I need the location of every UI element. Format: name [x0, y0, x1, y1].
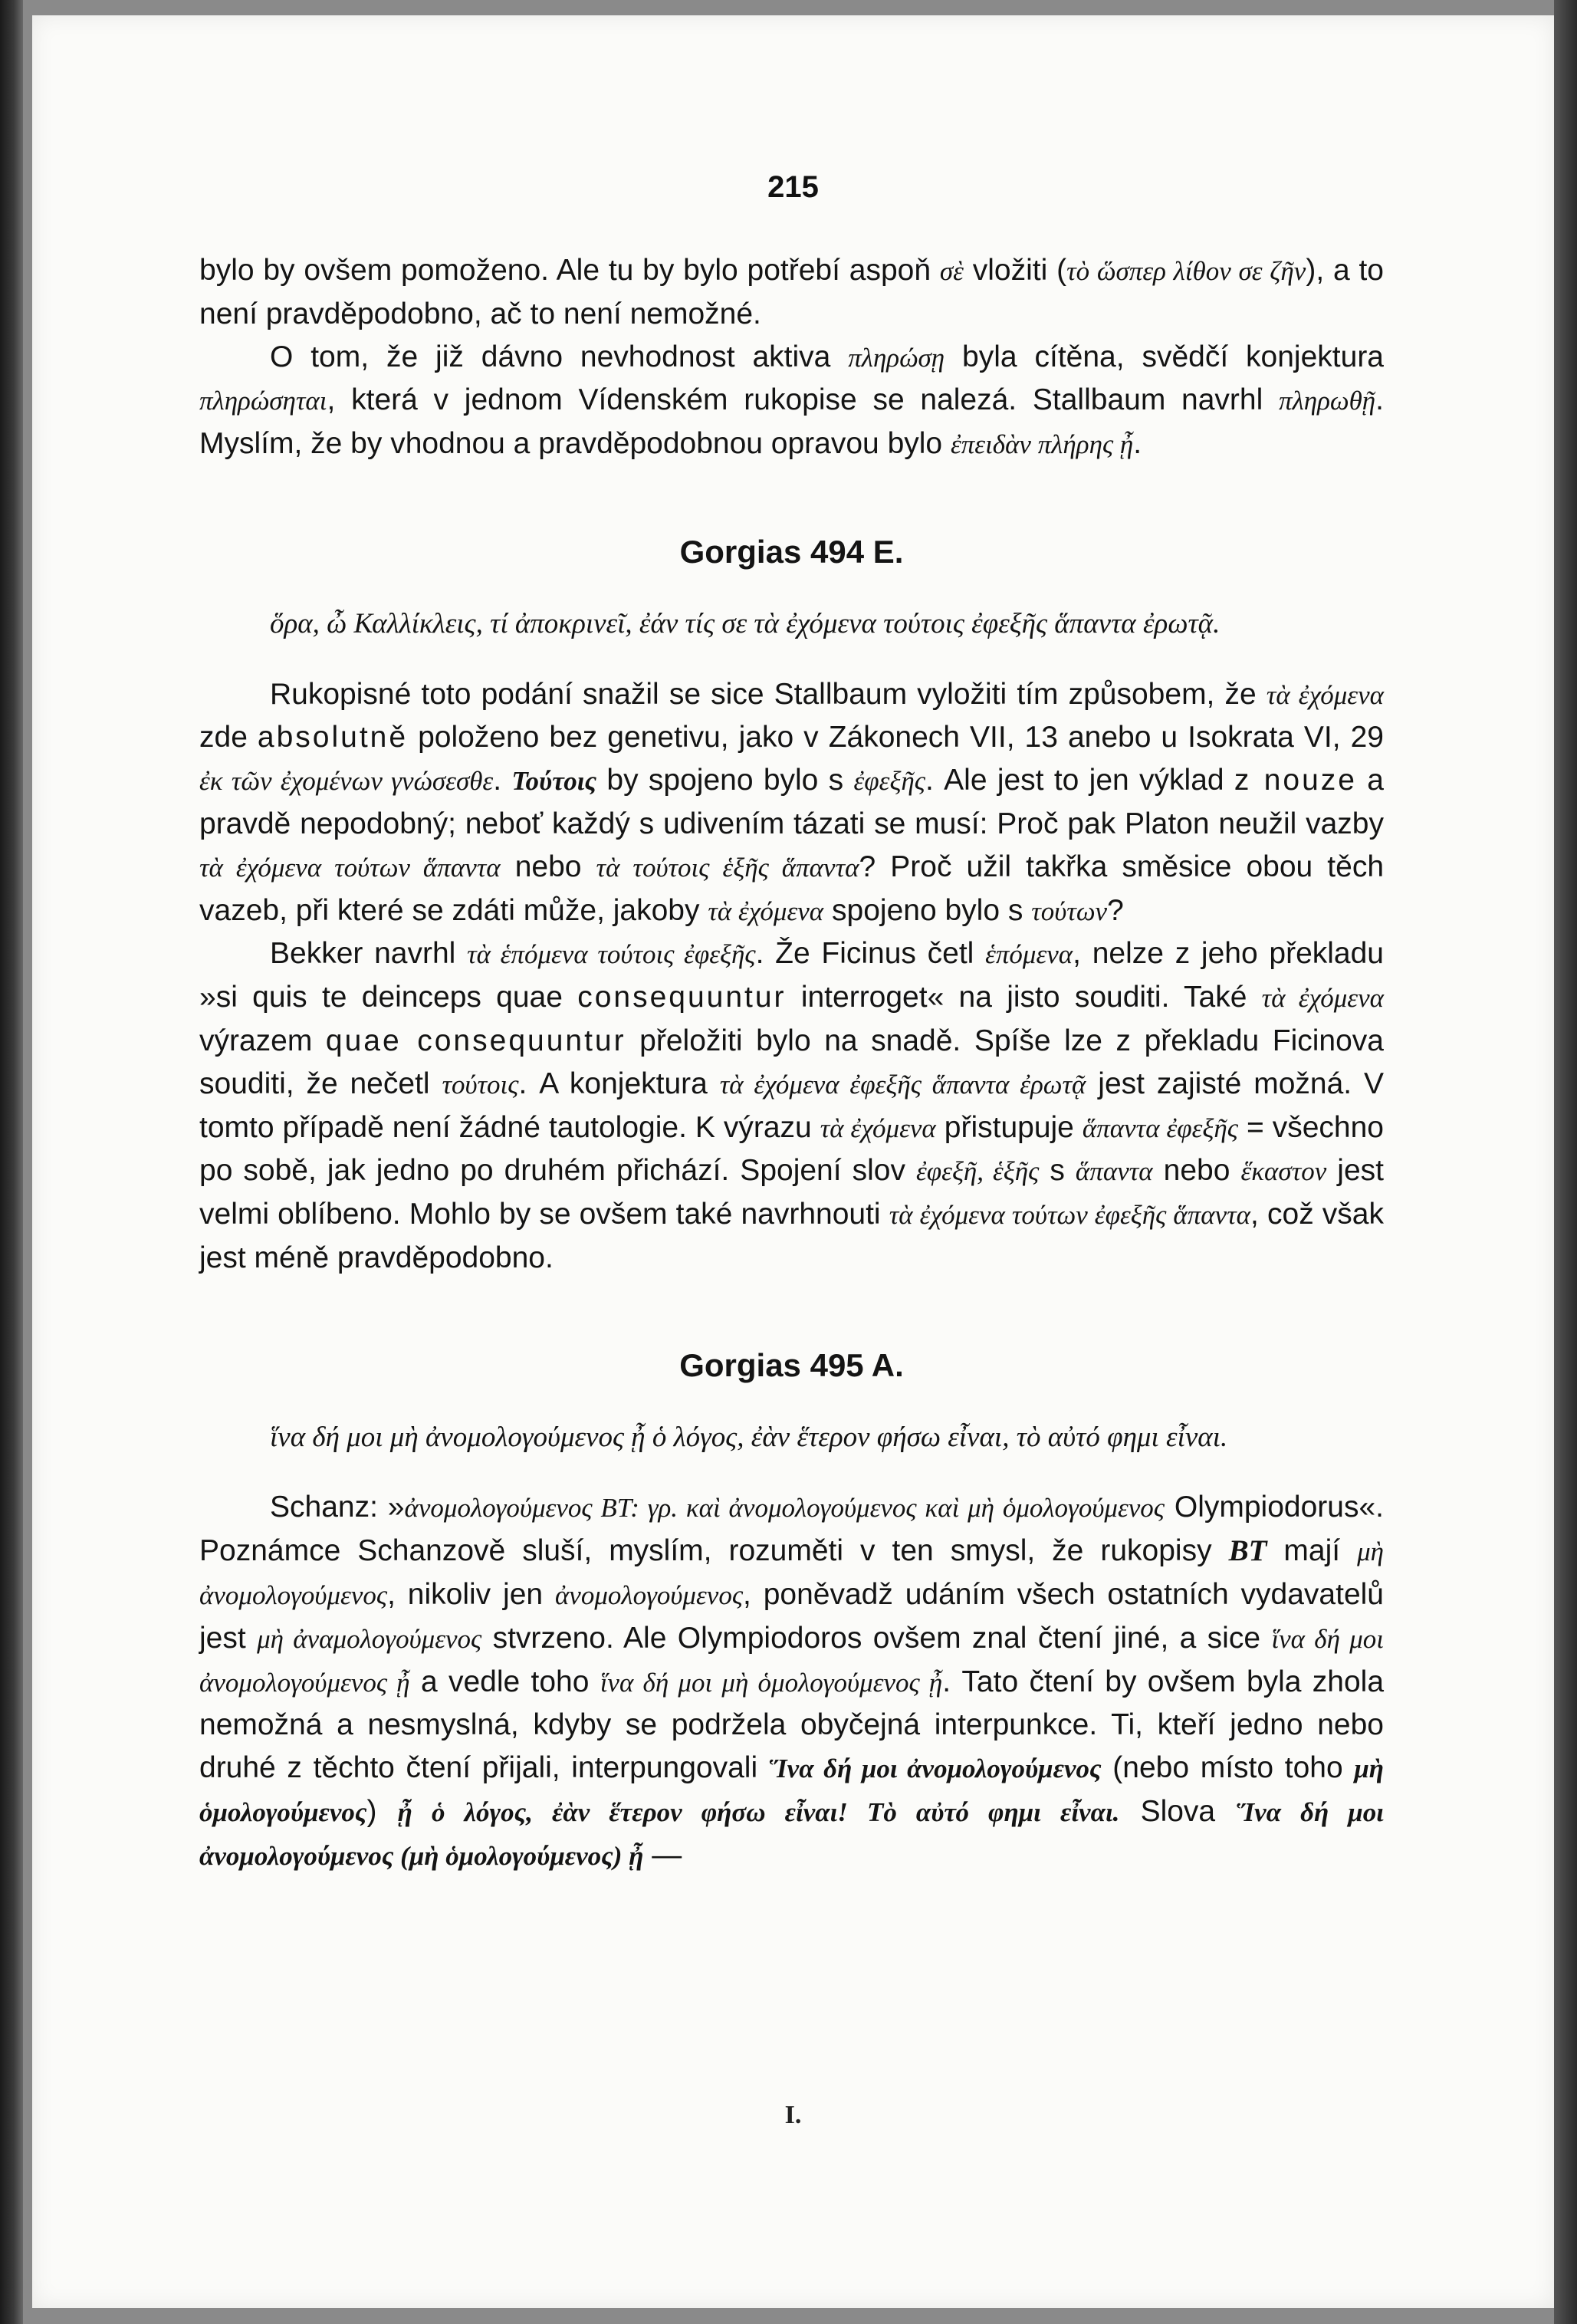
page-number: 215 [767, 170, 819, 204]
greek-quotation-494e: ὅρα, ὦ Καλλίκλεις, τί ἀποκρινεῖ, ἐάν τίς σε τὰ ἐχόμενα τούτοις ἐφεξῆς ἅπαντα ἐρωτᾷ. [270, 607, 1221, 639]
greek-quotation-495a: ἵνα δή μοι μὴ ἀνομολογούμενος ᾖ ὁ λόγος, ἐὰν ἕτερον φήσω εἶναι, τὸ αὐτό φημι εἶναι. [270, 1421, 1228, 1453]
paragraph-continuation: bylo by ovšem pomoženo. Ale tu by bylo potřebí aspoň σὲ vložiti (τὸ ὥσπερ λίθον σε ζῆν), a to není pravděpodobno, ač to není nemožné. [199, 254, 1384, 330]
paragraph-konjektura: O tom, že již dávno nevhodnost aktiva πληρώσῃ byla cítěna, svědčí konjektura πληρώσηται, která v jednom Vídenském rukopise se nalezá. Stallbaum navrhl πληρωθῇ. Myslím, že by vhodnou a pravděpodobnou opravou bylo ἐπειδὰν πλήρης ᾖ. [199, 340, 1384, 461]
paragraph-schanz: Schanz: »ἀνομολογούμενος BT: γρ. καὶ ἀνομολογούμενος καὶ μὴ ὁμολογούμενος Olympiodorus«. Poznámce Schanzově sluší, myslím, rozuměti v ten smysl, že rukopisy BT mají μὴ ἀνομολογούμενος, nikoliv jen ἀνομολογούμενος, poněvadž udáním všech ostatních vydavatelů jest μὴ ἀναμολογούμενος stvrzeno. Ale Olympiodoros ovšem znal čtení jiné, a sice ἵνα δή μοι ἀνομολογούμενος ᾖ a vedle toho ἵνα δή μοι μὴ ὁμολογούμενος ᾖ. Tato čtení by ovšem byla zhola nemožná a nesmyslná, kdyby se podržela obyčejná interpunkce. Ti, kteří jedno nebo druhé z těchto čtení přijali, interpungovali Ἵνα δή μοι ἀνομολογούμενος (nebo místo toho μὴ ὁμολογούμενος) ᾖ ὁ λόγος, ἐὰν ἕτερον φήσω εἶναι! Τὸ αὐτό φημι εἶναι. Slova Ἵνα δή μοι ἀνομολογούμενος (μὴ ὁμολογούμενος) ᾖ — [199, 1491, 1385, 1872]
page-edge-shadow [1554, 0, 1577, 2324]
section-heading-494e: Gorgias 494 E. [679, 533, 904, 570]
document-page [32, 15, 1554, 2308]
section-heading-495a: Gorgias 495 A. [679, 1346, 904, 1383]
paragraph-bekker: Bekker navrhl τὰ ἑπόμενα τούτοις ἐφεξῆς. Že Ficinus četl ἑπόμενα, nelze z jeho překladu »si quis te deinceps quae consequuntur interroget« na jisto souditi. Také τὰ ἐχόμενα výrazem quae consequuntur přeložiti bylo na snadě. Spíše lze z překladu Ficinova souditi, že nečetl τούτοις. A konjektura τὰ ἐχόμενα ἐφεξῆς ἅπαντα ἐρωτᾷ jest zajisté možná. V tomto případě není žádné tautologie. K výrazu τὰ ἐχόμενα přistupuje ἅπαντα ἐφεξῆς = všechno po sobě, jak jedno po druhém přichází. Spojení slov ἐφεξῆ, ἑξῆς s ἅπαντα nebo ἕκαστον jest velmi oblíbeno. Mohlo by se ovšem také navrhnouti τὰ ἐχόμενα τούτων ἐφεξῆς ἅπαντα, což však jest méně pravděpodobno. [199, 937, 1385, 1274]
paragraph-stallbaum: Rukopisné toto podání snažil se sice Stallbaum vyložiti tím způsobem, že τὰ ἐχόμενα zde absolutně položeno bez genetivu, jako v Zákonech VII, 13 anebo u Isokrata VI, 29 ἐκ τῶν ἐχομένων γνώσεσθε. Τούτοις by spojeno bylo s ἐφεξῆς. Ale jest to jen výklad z nouze a pravdě nepodobný; neboť každý s udivením tázati se musí: Proč pak Platon neužil vazby τὰ ἐχόμενα τούτων ἅπαντα nebo τὰ τούτοις ἑξῆς ἅπαντα? Proč užil takřka směsice obou těch vazeb, při které se zdáti může, jakoby τὰ ἐχόμενα spojeno bylo s τούτων? [199, 677, 1385, 927]
book-spine-shadow [0, 0, 23, 2324]
signature-mark: I. [784, 2101, 802, 2129]
text-column [199, 249, 1384, 1878]
